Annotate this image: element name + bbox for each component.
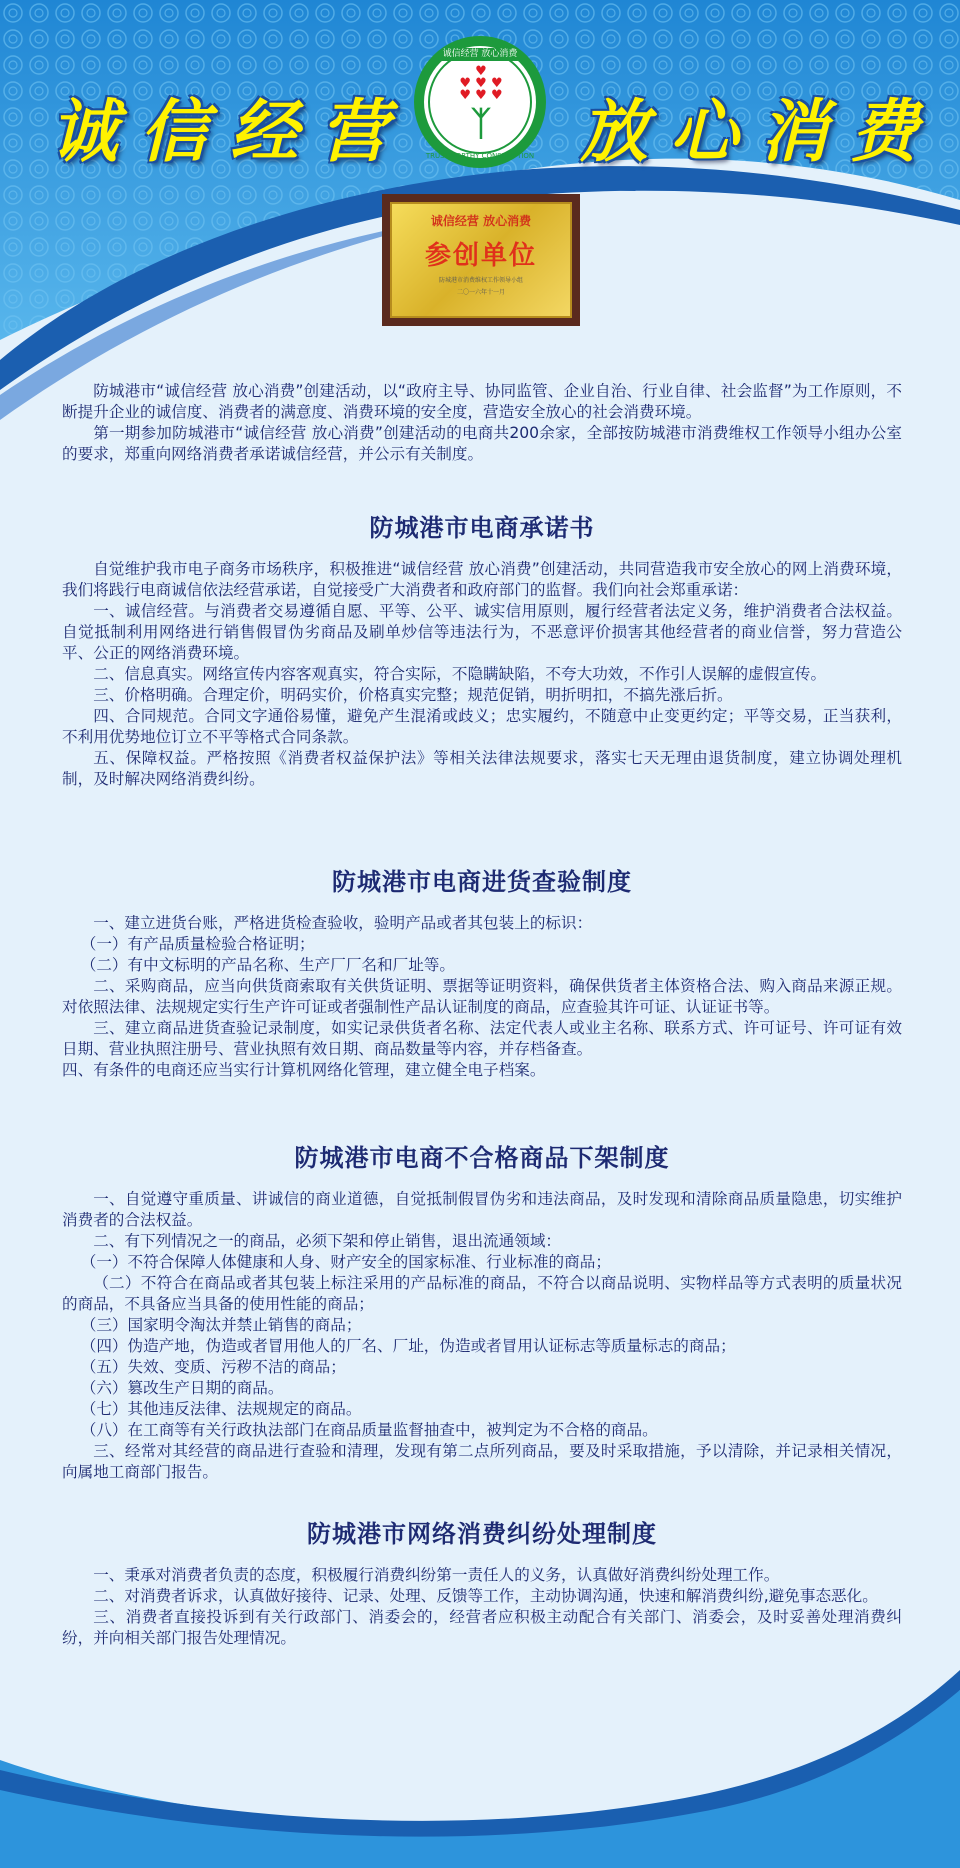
paragraph: 三、消费者直接投诉到有关行政部门、消委会的，经营者应积极主动配合有关部门、消委会，及时妥善处理消费纠纷，并向相关部门报告处理情况。 (62, 1608, 902, 1647)
paragraph: 一、自觉遵守重质量、讲诚信的商业道德，自觉抵制假冒伪劣和违法商品，及时发现和清除商品质量隐患，切实维护消费者的合法权益。 (62, 1190, 902, 1229)
intro-paragraph: 第一期参加防城港市“诚信经营 放心消费”创建活动的电商共200余家，全部按防城港市消费维权工作领导小组办公室的要求，郑重向网络消费者承诺诚信经营，并公示有关制度。 (62, 424, 902, 463)
paragraph: 五、保障权益。严格按照《消费者权益保护法》等相关法律法规要求，落实七天无理由退货制度，建立协调处理机制，及时解决网络消费纠纷。 (62, 749, 902, 788)
paragraph: （七）其他违反法律、法规规定的商品。 (80, 1400, 362, 1418)
paragraph: 二、采购商品，应当向供货商索取有关供货证明、票据等证明资料，确保供货者主体资格合法、购入商品来源正规。对依照法律、法规规定实行生产许可证或者强制性产品认证制度的商品，应查验其许可证、认证证书等。 (62, 977, 902, 1016)
award-plaque: 诚信经营 放心消费 参创单位 防城港市消费维权工作领导小组 二〇一六年十一月 (382, 194, 580, 326)
title-right: 放心消费 (580, 93, 941, 172)
section-title: 防城港市电商不合格商品下架制度 (294, 1144, 670, 1172)
section-commitment (62, 508, 902, 790)
paragraph: 自觉维护我市电子商务市场秩序，积极推进“诚信经营 放心消费”创建活动，共同营造我市安全放心的网上消费环境，我们将践行电商诚信依法经营承诺，自觉接受广大消费者和政府部门的监督。我们向社会郑重承诺： (62, 560, 902, 599)
paragraph: 二、有下列情况之一的商品，必须下架和停止销售，退出流通领域： (93, 1232, 562, 1250)
title-left: 诚信经营 (50, 93, 411, 172)
section-inspection (62, 862, 902, 1081)
section-dispute (62, 1514, 902, 1649)
logo-bottom-text: TRUSTWORTHY CONSUMPTION (425, 152, 535, 160)
paragraph: （四）伪造产地，伪造或者冒用他人的厂名、厂址，伪造或者冒用认证标志等质量标志的商品； (80, 1337, 736, 1355)
paragraph: （八）在工商等有关行政执法部门在商品质量监督抽查中，被判定为不合格的商品。 (80, 1421, 658, 1439)
section-title: 防城港市电商进货查验制度 (332, 868, 632, 896)
paragraph: 三、建立商品进货查验记录制度，如实记录供货者名称、法定代表人或业主名称、联系方式、许可证号、许可证有效日期、营业执照注册号、营业执照有效日期、商品数量等内容，并存档备查。 (62, 1019, 902, 1058)
trustworthy-consumption-logo (414, 36, 546, 168)
section-title: 防城港市电商承诺书 (369, 514, 595, 542)
paragraph: 三、价格明确。合理定价，明码实价，价格真实完整；规范促销，明折明扣，不搞先涨后折。 (93, 686, 733, 704)
paragraph: 二、对消费者诉求，认真做好接待、记录、处理、反馈等工作，主动协调沟通，快速和解消费纠纷,避免事态恶化。 (93, 1587, 878, 1605)
intro-paragraph: 防城港市“诚信经营 放心消费”创建活动，以“政府主导、协同监管、企业自治、行业自律、社会监督”为工作原则，不断提升企业的诚信度、消费者的满意度、消费环境的安全度，营造安全放心的社会消费环境。 (62, 382, 902, 421)
paragraph: 一、建立进货台账，严格进货检查验收，验明产品或者其包装上的标识： (93, 914, 593, 932)
hearts-icon: ♥ ♥ ♥ ♥ ♥ ♥ ♥ (459, 64, 503, 103)
paragraph: 二、信息真实。网络宣传内容客观真实，符合实际，不隐瞒缺陷，不夸大功效，不作引人误解的虚假宣传。 (93, 665, 827, 683)
paragraph: （二）有中文标明的产品名称、生产厂厂名和厂址等。 (80, 956, 455, 974)
paragraph: （三）国家明令淘汰并禁止销售的商品； (80, 1316, 362, 1334)
logo-top-text: 诚信经营 放心消费 (438, 48, 522, 61)
section-title: 防城港市网络消费纠纷处理制度 (307, 1520, 657, 1548)
tree-icon: ᛉ (470, 104, 492, 144)
paragraph: （二）不符合在商品或者其包装上标注采用的产品标准的商品，不符合以商品说明、实物样品等方式表明的质量状况的商品，不具备应当具备的使用性能的商品； (62, 1274, 902, 1313)
paragraph: （一）有产品质量检验合格证明； (80, 935, 315, 953)
paragraph: 四、有条件的电商还应当实行计算机网络化管理，建立健全电子档案。 (62, 1061, 546, 1079)
paragraph: 三、经常对其经营的商品进行查验和清理，发现有第二点所列商品，要及时采取措施，予以清除，并记录相关情况，向属地工商部门报告。 (62, 1442, 902, 1481)
paragraph: 一、诚信经营。与消费者交易遵循自愿、平等、公平、诚实信用原则，履行经营者法定义务，维护消费者合法权益。自觉抵制利用网络进行销售假冒伪劣商品及刷单炒信等违法行为，不恶意评价损害其他经营者的商业信誉，努力营造公平、公正的网络消费环境。 (62, 602, 902, 662)
paragraph: （五）失效、变质、污秽不洁的商品； (80, 1358, 346, 1376)
section-removal (62, 1138, 902, 1483)
paragraph: （一）不符合保障人体健康和人身、财产安全的国家标准、行业标准的商品； (80, 1253, 611, 1271)
paragraph: 四、合同规范。合同文字通俗易懂，避免产生混淆或歧义；忠实履约，不随意中止变更约定；平等交易，正当获利，不利用优势地位订立不平等格式合同条款。 (62, 707, 902, 746)
paragraph: 一、秉承对消费者负责的态度，积极履行消费纠纷第一责任人的义务，认真做好消费纠纷处理工作。 (93, 1566, 780, 1584)
paragraph: （六）篡改生产日期的商品。 (80, 1379, 284, 1397)
intro (62, 381, 902, 465)
